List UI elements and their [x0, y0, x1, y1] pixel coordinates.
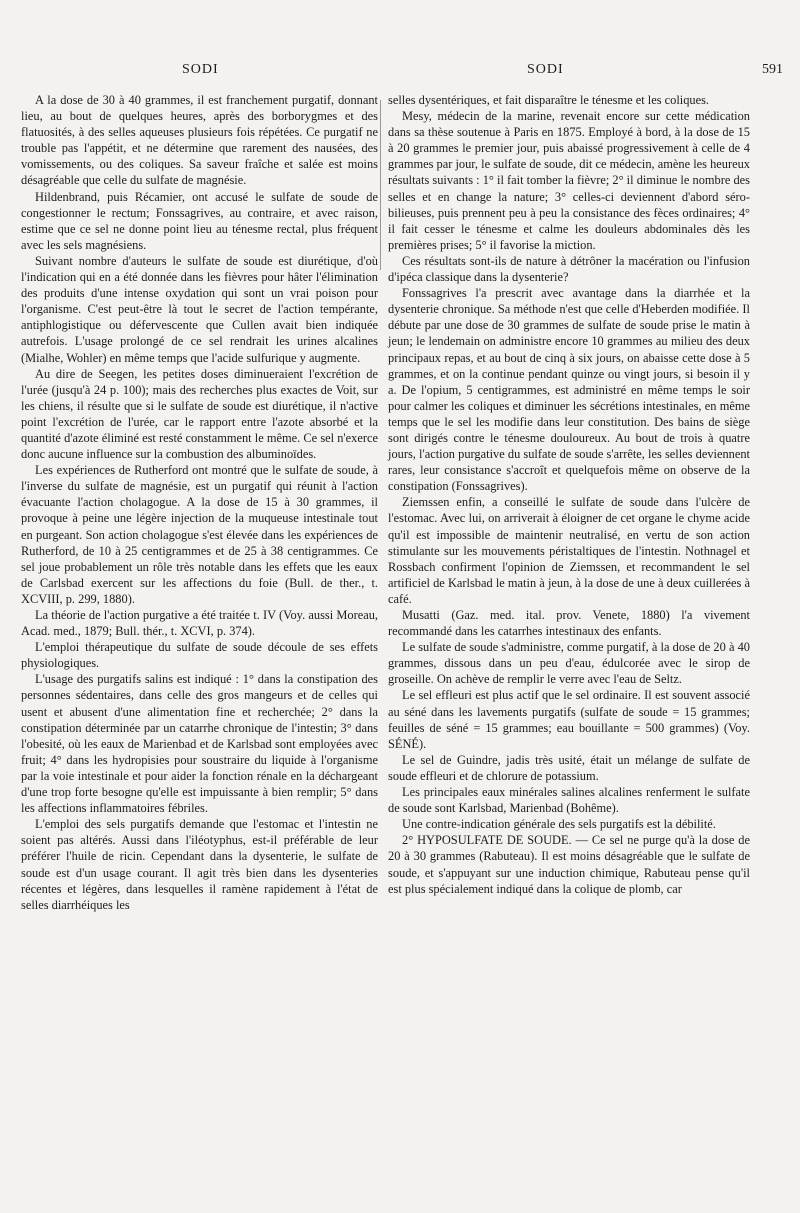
paragraph: Le sulfate de soude s'administre, comme purgatif, à la dose de 20 à 40 grammes, dissous dans un peu d'eau, édulcorée avec le sirop de groseille. On achève de remplir le verre avec l'eau de Seltz.: [388, 640, 750, 687]
paragraph: Musatti (Gaz. med. ital. prov. Venete, 1880) l'a vivement recommandé dans les catarrhes intestinaux des enfants.: [388, 608, 750, 639]
column-divider: [380, 100, 381, 270]
paragraph: Ces résultats sont-ils de nature à détrôner la macération ou l'infusion d'ipéca classique dans la dysenterie?: [388, 253, 750, 285]
paragraph: Ziemssen enfin, a conseillé le sulfate de soude dans l'ulcère de l'estomac. Avec lui, on arriverait à éloigner de cet organe le chyme acide qu'il est impossible de maintenir neutralisé, en vertu de son action stimulante sur les mouvements péristaltiques de l'intestin. Nothnagel et Rossbach confirment l'opinion de Ziemssen, et recommandent le sel artificiel de Karlsbad le matin à jeun, à la dose de une à deux cuillerées à café.: [388, 495, 750, 606]
paragraph: Suivant nombre d'auteurs le sulfate de soude est diurétique, d'où l'indication qui en a été donnée dans les fièvres pour hâter l'élimination des produits d'une intense oxydation qui sont un vrai poison pour l'organisme. C'est peut-être là tout le secret de l'action tempérante, antiphlogistique ou défervescente que Cullen avait bien indiquée autrefois. L'usage prolongé de ce sel rendrait les urines alcalines (Mialhe, Wohler) en même temps que l'acide sulfurique y augmente.: [21, 253, 378, 365]
right-column: [388, 92, 750, 897]
running-head-left: SODI: [182, 62, 219, 77]
paragraph: Le sel effleuri est plus actif que le sel ordinaire. Il est souvent associé au séné dans les lavements purgatifs (sulfate de soude = 15 grammes; feuilles de séné = 15 grammes; eau bouillante = 500 grammes) (Voy. SÉNÉ).: [388, 688, 750, 751]
running-head-right: SODI: [527, 62, 564, 77]
paragraph: La théorie de l'action purgative a été traitée t. IV (Voy. aussi Moreau, Acad. med., 1879; Bull. thér., t. XCVI, p. 374).: [21, 608, 378, 639]
paragraph: L'emploi thérapeutique du sulfate de soude découle de ses effets physiologiques.: [21, 640, 378, 671]
paragraph: Mesy, médecin de la marine, revenait encore sur cette médication dans sa thèse soutenue à Paris en 1875. Employé à bord, à la dose de 15 à 20 grammes le premier jour, puis abaissé progressivement à celle de 4 grammes par jour, le sulfate de soude, dit ce médecin, amène les heureux résultats suivants : 1° il fait tomber la fièvre; 2° il diminue le nombre des selles et en change la nature; 3° celles-ci deviennent d'abord séro-bilieuses, puis prennent peu à peu la consistance des fèces ordinaires; 4° il fait cesser le ténesme et calme les douleurs abdominales dès les premières prises; 5° il favorise la miction.: [388, 109, 750, 252]
page-number: 591: [762, 62, 783, 77]
paragraph: Les principales eaux minérales salines alcalines renferment le sulfate de soude sont Karlsbad, Marienbad (Bohême).: [388, 785, 750, 816]
left-column: [21, 92, 378, 913]
paragraph: A la dose de 30 à 40 grammes, il est franchement purgatif, donnant lieu, au bout de quelques heures, après des borborygmes et des flatuosités, à des selles aqueuses plusieurs fois répétées. Ce purgatif ne trouble pas l'appétit, et ne détermine que rarement des nausées, des vomissements, ou des coliques. Sa saveur fraîche et salée est moins désagréable que celle du sulfate de magnésie.: [21, 93, 378, 188]
paragraph: L'usage des purgatifs salins est indiqué : 1° dans la constipation des personnes sédentaires, dans celle des gros mangeurs et de celles qui usent et abusent d'une alimentation fine et recherchée; 2° dans la constipation déterminée par un catarrhe chronique de l'intestin; 3° dans l'obesité, où les eaux de Marienbad et de Karlsbad sont employées avec fruit; 4° dans les hydropisies pour soustraire du liquide à l'organisme par la voie intestinale et pour aider la fonction rénale en la déchargeant d'une trop forte besogne qu'elle est impuissante à bien remplir; 5° dans les affections inflammatoires fébriles.: [21, 672, 378, 816]
paragraph: selles dysentériques, et fait disparaître le ténesme et les coliques.: [388, 93, 710, 107]
paragraph: Une contre-indication générale des sels purgatifs est la débilité.: [402, 817, 716, 832]
paragraph: Au dire de Seegen, les petites doses diminueraient l'excrétion de l'urée (jusqu'à 24 p. 100); mais des recherches plus exactes de Voit, sur les chiens, il résulte que si le sulfate de soude est diurétique, il n'active point l'excrétion de l'urée, car le rapport entre l'azote absorbé et la quantité d'azote éliminé est resté constamment le même. Ce sel n'exerce donc aucune influence sur la combustion des albuminoïdes.: [21, 366, 378, 462]
paragraph: 2° HYPOSULFATE DE SOUDE. — Ce sel ne purge qu'à la dose de 20 à 30 grammes (Rabuteau). Il est moins désagréable que le sulfate de soude, et s'appuyant sur une induction chimique, Rabuteau pense qu'il est plus spécialement indiqué dans la colique de plomb, car: [388, 833, 750, 896]
paragraph: Les expériences de Rutherford ont montré que le sulfate de soude, à l'inverse du sulfate de magnésie, est un purgatif qui réunit à l'action évacuante l'action cholagogue. A la dose de 15 à 30 grammes, il provoque à peine une légère injection de la muqueuse intestinale tout en purgeant. Son action cholagogue s'est élevée dans les expériences de Rutherford, de 10 à 25 centigrammes et de 25 à 38 centigrammes. Ce sel joue probablement un rôle très notable dans les effets que les eaux de Carlsbad exercent sur les affections du foie (Bull. de ther., t. XCVIII, p. 299, 1880).: [21, 463, 378, 606]
paragraph: Fonssagrives l'a prescrit avec avantage dans la diarrhée et la dysenterie chronique. Sa méthode n'est que celle d'Heberden modifiée. Il débute par une dose de 30 grammes de sulfate de soude prise le matin à jeun; le lendemain on administre encore 10 grammes au milieu des deux principaux repas, et au bout de cinq à six jours, on abaisse cette dose à 5 grammes, et on la continue pendant quinze ou vingt jours, si besoin il y a. De l'opium, 5 centigrammes, est administré en même temps le soir pour calmer les coliques et diminuer les sécrétions intestinales, en même temps que le sel les modifie dans leur constitution. Des bains de siège sont dirigés contre le ténesme douloureux. Au bout de trois à quatre jours, l'action purgative du sulfate de soude s'arrête, les selles deviennent rares, leur consistance s'accroît et quelquefois même on observe de la constipation (Fonssagrives).: [388, 286, 750, 494]
paragraph: Hildenbrand, puis Récamier, ont accusé le sulfate de soude de congestionner le rectum; Fonssagrives, au contraire, et avec raison, estime que ce sel ne donne point lieu au ténesme rectal, plus fréquent avec les sels magnésiens.: [21, 189, 378, 252]
paragraph: L'emploi des sels purgatifs demande que l'estomac et l'intestin ne soient pas altérés. Aussi dans l'iléotyphus, est-il préférable de leur préférer l'huile de ricin. Cependant dans la dysenterie, le sulfate de soude est d'un usage courant. Il agit très bien dans les dysenteries récentes et légères, dans lesquelles il ramène rapidement à l'état de selles diarrhéiques les: [21, 817, 378, 912]
paragraph: Le sel de Guindre, jadis très usité, était un mélange de sulfate de soude effleuri et de chlorure de potassium.: [388, 752, 750, 783]
